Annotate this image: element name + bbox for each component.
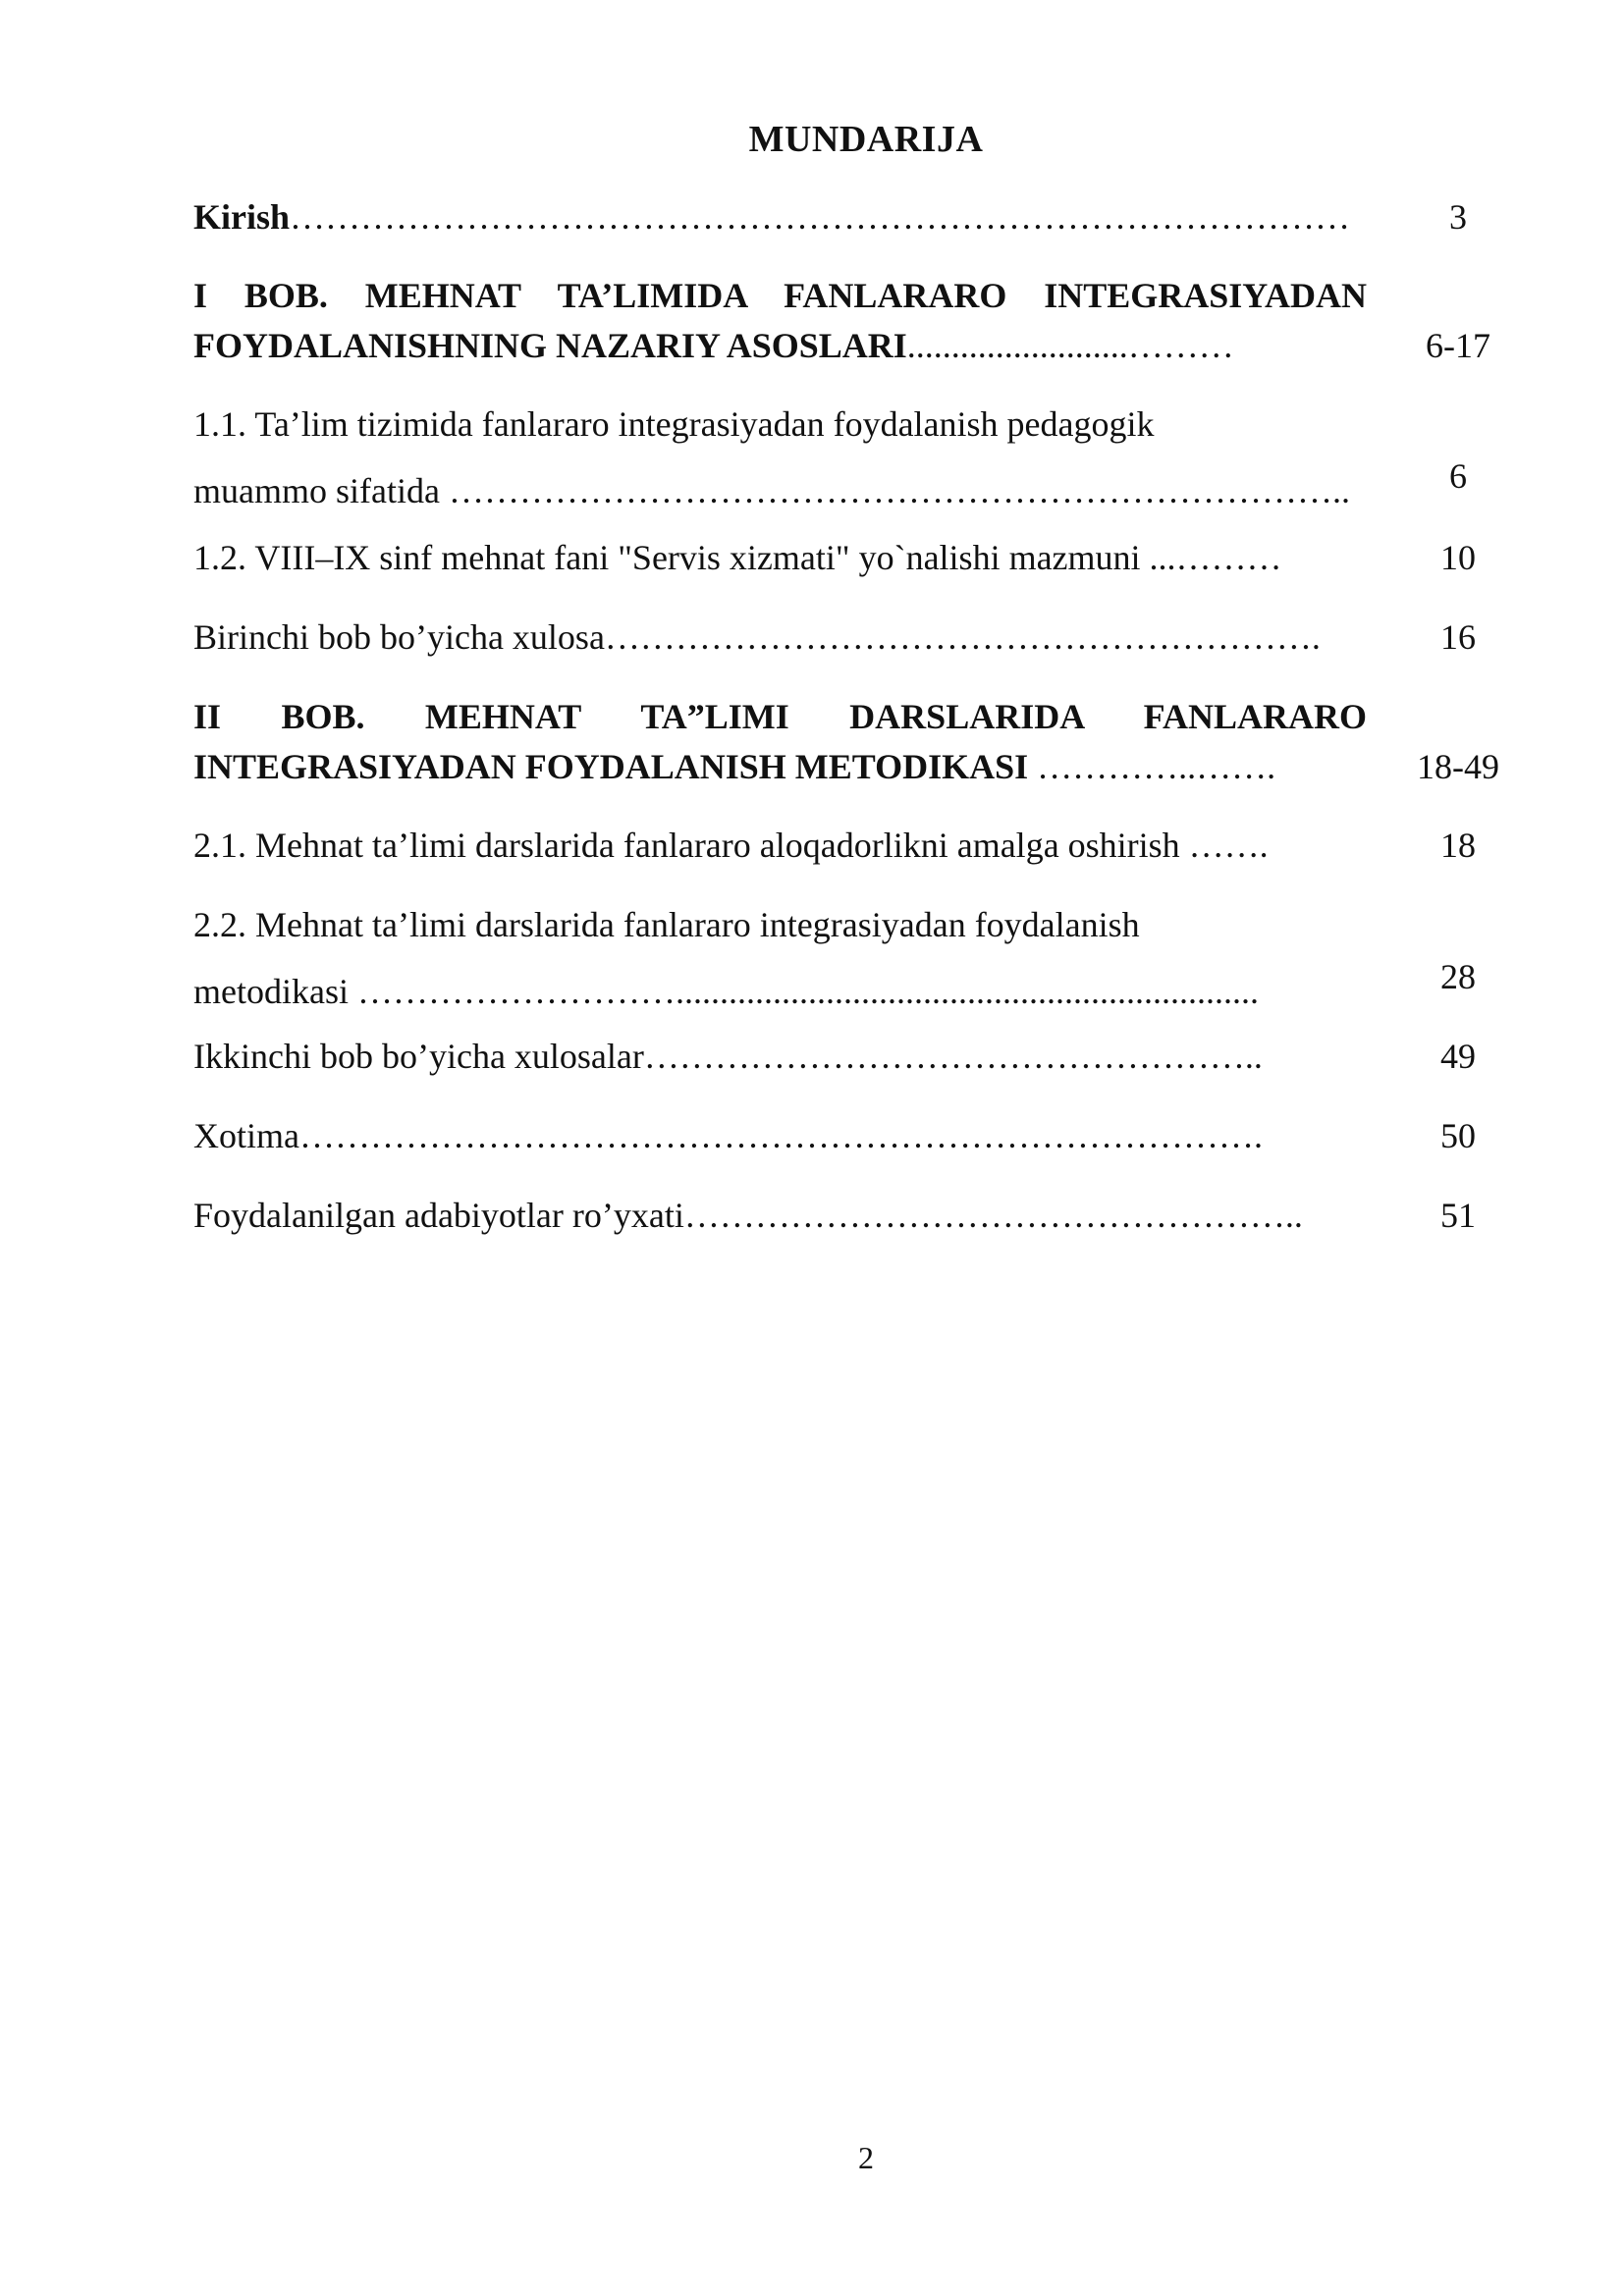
toc-entry-line1: 2.2. Mehnat ta’limi darslarida fanlararo integrasiyadan foydalanish: [193, 905, 1140, 944]
toc-entry-line2: [193, 321, 1367, 371]
toc-page-number: 16: [1440, 617, 1476, 657]
toc-page-number: 28: [1440, 957, 1476, 996]
toc-entry-chapter-2: [193, 692, 1367, 792]
toc-entry-line1: Birinchi bob bo’yicha xulosa…………………………………………………….: [193, 617, 1321, 657]
toc-leader-dots: ………………………………………………………………………………: [290, 197, 1351, 237]
toc-entry-2-1: [193, 821, 1367, 871]
toc-entry-line1: II BOB. MEHNAT TA”LIMI DARSLARIDA FANLARARO: [193, 697, 1367, 736]
toc-leader-dots: …………..…….: [1028, 747, 1276, 786]
toc-entry-line2: [193, 742, 1367, 792]
toc-entry-line1: Foydalanilgan adabiyotlar ro’yxati……………………………………………..: [193, 1196, 1303, 1235]
toc-entry-line1: I BOB. MEHNAT TA’LIMIDA FANLARARO INTEGRASIYADAN: [193, 276, 1367, 315]
toc-entry-head: Kirish: [193, 197, 291, 237]
toc-entry-references: [193, 1191, 1367, 1241]
toc-entry-kirish: [193, 192, 1367, 242]
toc-entry-line1: Ikkinchi bob bo’yicha xulosalar……………………………………………..: [193, 1037, 1263, 1076]
toc-entry-1-2: [193, 533, 1367, 583]
toc-page-number: 18: [1440, 826, 1476, 865]
toc-page-number: 49: [1440, 1037, 1476, 1076]
toc-leader-dots: .........................………: [906, 326, 1234, 365]
toc-entry-chapter-2-summary: [193, 1032, 1367, 1082]
toc-entry-line2: metodikasi ………………………..................................................................: [193, 972, 1259, 1011]
toc-entry-line1: 2.1. Mehnat ta’limi darslarida fanlararo aloqadorlikni amalga oshirish …….: [193, 826, 1269, 865]
toc-page-number: 10: [1440, 538, 1476, 577]
toc-page-number: 6: [1449, 456, 1467, 496]
toc-entry-line1: 1.1. Ta’lim tizimida fanlararo integrasiyadan foydalanish pedagogik: [193, 404, 1155, 444]
footer-page-number: 2: [858, 2140, 874, 2175]
toc-page-number: 3: [1449, 197, 1467, 237]
toc-page-number: 6-17: [1426, 326, 1490, 365]
toc-entry-conclusion: [193, 1111, 1367, 1161]
toc-entry-line2: muammo sifatida …………………………………………………………………..: [193, 471, 1350, 510]
toc-page-number: 50: [1440, 1116, 1476, 1155]
toc-entry-line1: Xotima……………………………………………………………………….: [193, 1116, 1263, 1155]
toc-entry-head: FOYDALANISHNING NAZARIY ASOSLARI: [193, 326, 907, 365]
toc-entry-text: [193, 192, 1367, 242]
toc-entry-chapter-1: [193, 271, 1367, 371]
toc-page-number: 51: [1440, 1196, 1476, 1235]
toc-entry-1-1: [193, 400, 1367, 516]
toc-entry-head: INTEGRASIYADAN FOYDALANISH METODIKASI: [193, 747, 1029, 786]
toc-entry-line1: 1.2. VIII–IX sinf mehnat fani "Servis xizmati" yo`nalishi mazmuni ...………: [193, 538, 1282, 577]
toc-entry-2-2: [193, 900, 1367, 1017]
toc-title: MUNDARIJA: [748, 119, 984, 160]
toc-entry-chapter-1-summary: [193, 613, 1367, 663]
toc-page-number: 18-49: [1417, 747, 1499, 786]
